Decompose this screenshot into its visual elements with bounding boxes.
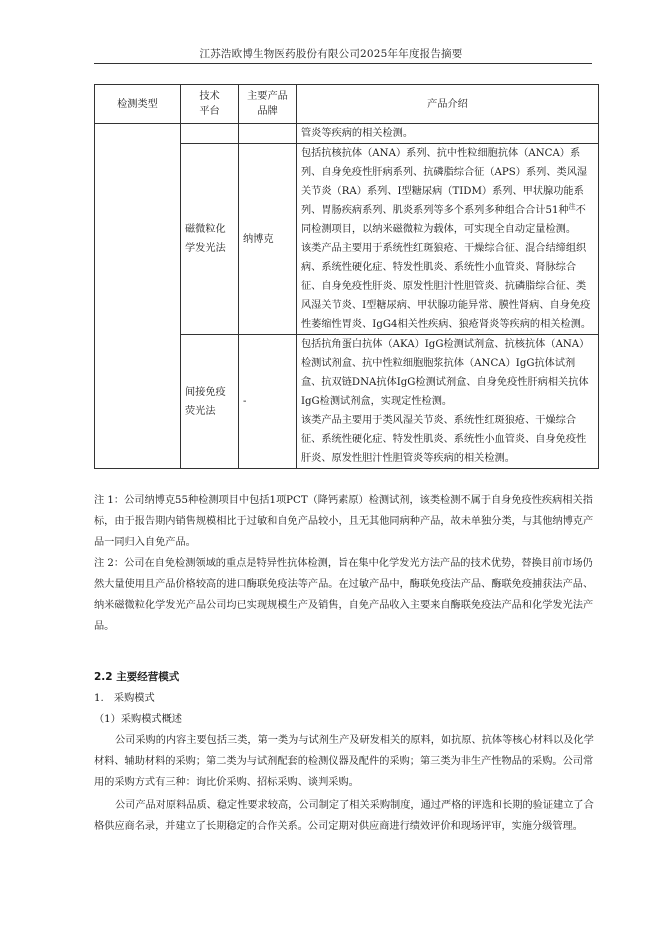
brand-cell-continued xyxy=(239,124,297,144)
paragraph-2: 公司产品对原料品质、稳定性要求较高，公司制定了相关采购制度，通过严格的评选和长期的验证建立了合格供应商名录，并建立了长期稳定的合作关系。公司定期对供应商进行绩效评价和现场评审，实施分级管理。 xyxy=(94,800,594,832)
intro-cell-continued: 管炎等疾病的相关检测。 xyxy=(297,124,599,144)
header-rule xyxy=(94,63,592,64)
detection-type-cell xyxy=(95,124,181,469)
section-title: 2.2 主要经营模式 xyxy=(94,671,180,683)
header-brand: 主要产品 品牌 xyxy=(239,85,297,124)
subheading-procurement: 1. 采购模式 xyxy=(94,693,155,704)
intro-cell-chemi xyxy=(297,144,599,335)
intro-ifa-para1: 包括抗角蛋白抗体（AKA）IgG检测试剂盒、抗核抗体（ANA）检测试剂盒、抗中性粒细胞胞浆抗体（ANCA）IgG抗体试剂盒、抗双链DNA抗体IgG检测试剂盒、自身免疫性肝病相关抗体IgG检测试剂盒，实现定性检测。 xyxy=(301,339,590,407)
brand-cell-ifa: - xyxy=(239,335,297,469)
subheading-procurement-overview: （1）采购模式概述 xyxy=(94,714,182,725)
section-body xyxy=(94,688,599,837)
table-row-continued xyxy=(95,124,599,144)
table-notes xyxy=(94,490,599,637)
header-detection-type: 检测类型 xyxy=(95,85,181,124)
header-tech-platform: 技术 平台 xyxy=(181,85,239,124)
header-product-intro: 产品介绍 xyxy=(297,85,599,124)
platform-cell-chemi: 磁微粒化学发光法 xyxy=(181,144,239,335)
page-header: 江苏浩欧博生物医药股份有限公司2025年年度报告摘要 xyxy=(199,48,463,60)
intro-chemi-para2: 该类产品主要用于系统性红斑狼疮、干燥综合征、混合结缔组织病、系统性硬化症、特发性肌炎、系统性小血管炎、肾脉综合征、自身免疫性肝炎、原发性胆汁性胆管炎、抗磷脂综合征、类风湿关节炎、I型糖尿病、甲状腺功能异常、膜性肾病、自身免疫性萎缩性胃炎、IgG4相关性疾病、狼疮肾炎等疾病的相关检测。 xyxy=(301,243,592,330)
brand-cell-chemi: 纳博克 xyxy=(239,144,297,335)
note-marker: 注 xyxy=(568,202,576,211)
product-table xyxy=(94,84,599,469)
intro-cell-ifa xyxy=(297,335,599,469)
table-header-row xyxy=(95,85,599,124)
paragraph-1: 公司采购的内容主要包括三类，第一类为与试剂生产及研发相关的原料，如抗原、抗体等核心材料以及化学材料、辅助材料的采购；第二类为与试剂配套的检测仪器及配件的采购；第三类为非生产性物品的采购。公司常用的采购方式有三种：询比价采购、招标采购、谈判采购。 xyxy=(94,735,594,788)
intro-chemi-para1: 包括抗核抗体（ANA）系列、抗中性粒细胞抗体（ANCA）系列、自身免疫性肝病系列、抗磷脂综合征（APS）系列、类风湿关节炎（RA）系列、I型糖尿病（TIDM）系列、甲状腺功能系列、胃肠疾病系列、肌炎系列等多个系列多种组合合计51种$^注$不同检测项目，以纳米磁微粒为载体，可实现全自动定量检测。 xyxy=(301,148,588,235)
note-2: 注 2：公司在自免检测领域的重点是特异性抗体检测，旨在集中化学发光方法产品的技术优势，替换目前市场仍然大量使用且产品价格较高的进口酶联免疫法等产品。在过敏产品中，酶联免疫法产品、酶联免疫捕获法产品、纳米磁微粒化学发光产品公司均已实现规模生产及销售，自免产品收入主要来自酶联免疫法产品和化学发光法产品。 xyxy=(94,558,594,632)
platform-cell-ifa: 间接免疫荧光法 xyxy=(181,335,239,469)
platform-cell-continued xyxy=(181,124,239,144)
intro-ifa-para2: 该类产品主要用于类风湿关节炎、系统性红斑狼疮、干燥综合征、系统性硬化症、特发性肌炎、系统性小血管炎、自身免疫性肝炎、原发性胆汁性胆管炎等疾病的相关检测。 xyxy=(301,415,587,464)
note-1: 注 1：公司纳博克55种检测项目中包括1项PCT（降钙素原）检测试剂，该类检测不属于自身免疫性疾病相关指标，由于报告期内销售规模相比于过敏和自免产品较小，且无其他同病种产品，故未单独分类，与其他纳博克产品一同归入自免产品。 xyxy=(94,495,594,548)
